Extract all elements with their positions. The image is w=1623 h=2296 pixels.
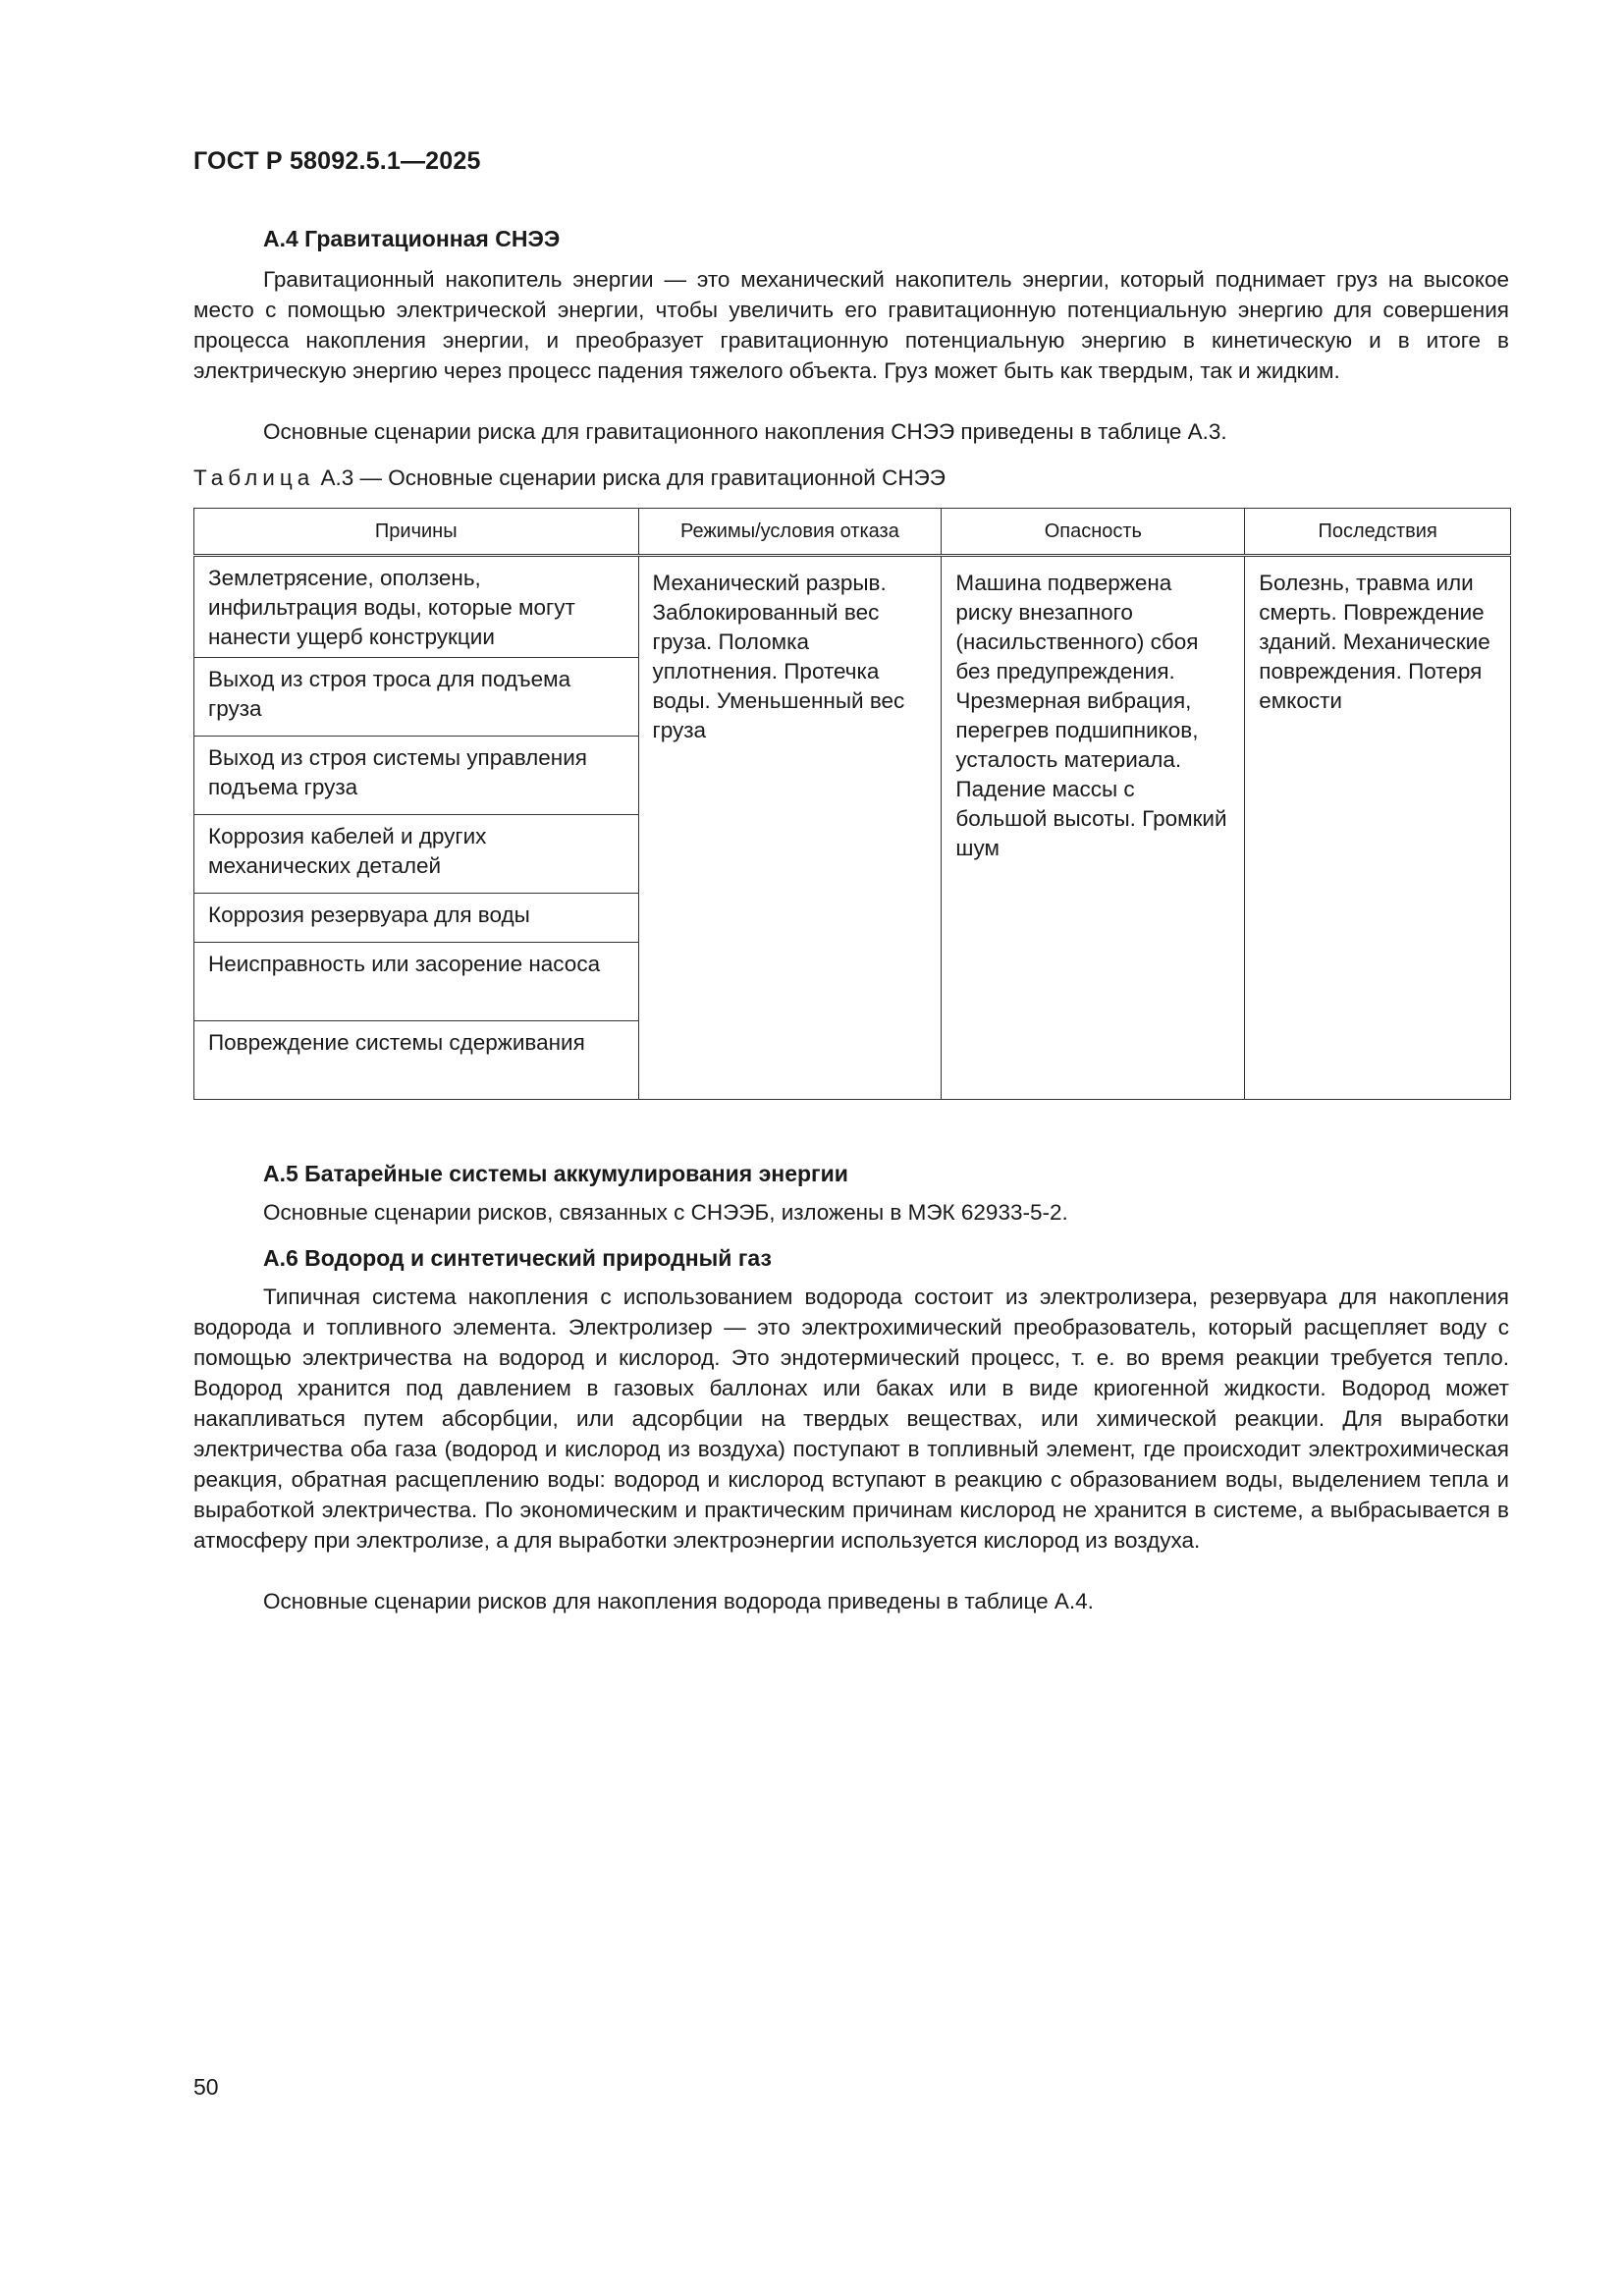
section-a5-title: А.5 Батарейные системы аккумулирования энергии xyxy=(263,1161,848,1186)
document-id-header: ГОСТ Р 58092.5.1—2025 xyxy=(193,147,481,175)
cause-cell: Выход из строя троса для подъема груза xyxy=(194,658,639,737)
header-hazard: Опасность xyxy=(942,509,1245,556)
table-a3-caption xyxy=(193,465,946,491)
header-consequences: Последствия xyxy=(1245,509,1511,556)
section-a6-paragraph-1: Типичная система накопления с использованием водорода состоит из электролизера, резервуара для накопления водорода и топливного элемента. Электролизер — это электрохимический преобразователь, который расщепляет воду с помощью электричества на водород и кислород. Это эндотермический процесс, т. е. во время реакции требуется тепло. Водород хранится под давлением в газовых баллонах или баках или в виде криогенной жидкости. Водород может накапливаться путем абсорбции, или адсорбции на твердых веществах, или химической реакции. Для выработки электричества оба газа (водород и кислород из воздуха) поступают в топливный элемент, где происходит электрохимическая реакция, обратная расщеплению воды: водород и кислород вступают в реакцию с образованием воды, выделением тепла и выработкой электричества. По экономическим и практическим причинам кислород не хранится в системе, а выбрасывается в атмосферу при электролизе, а для выработки электроэнергии используется кислород из воздуха. xyxy=(193,1285,1509,1553)
table-caption-text: А.3 — Основные сценарии риска для гравитационной СНЭЭ xyxy=(314,465,946,490)
cause-cell: Коррозия кабелей и других механических деталей xyxy=(194,815,639,894)
section-a6-title: А.6 Водород и синтетический природный газ xyxy=(263,1245,772,1271)
cause-cell: Землетрясение, оползень, инфильтрация воды, которые могут нанести ущерб конструкции xyxy=(194,556,639,658)
header-failure-modes: Режимы/условия отказа xyxy=(638,509,942,556)
header-causes: Причины xyxy=(194,509,639,556)
cause-cell: Выход из строя системы управления подъема груза xyxy=(194,737,639,815)
cause-cell: Коррозия резервуара для воды xyxy=(194,894,639,943)
table-caption-word: Таблица xyxy=(193,465,315,490)
section-a4-paragraph-1: Гравитационный накопитель энергии — это механический накопитель энергии, который поднимает груз на высокое место с помощью электрической энергии, чтобы увеличить его гравитационную потенциальную энергию для совершения процесса накопления энергии, и преобразует гравитационную потенциальную энергию в кинетическую и в итоге в электрическую энергию через процесс падения тяжелого объекта. Груз может быть как твердым, так и жидким. xyxy=(193,267,1509,383)
page-number: 50 xyxy=(193,2074,219,2100)
hazard-cell: Машина подвержена риску внезапного (насильственного) сбоя без предупреждения. Чрезмерная вибрация, перегрев подшипников, усталость материала. Падение массы с большой высоты. Громкий шум xyxy=(942,556,1245,1100)
risk-scenarios-table xyxy=(193,508,1511,1100)
failure-modes-cell: Механический разрыв. Заблокированный вес груза. Поломка уплотнения. Протечка воды. Уменьшенный вес груза xyxy=(638,556,942,1100)
cause-cell: Неисправность или засорение насоса xyxy=(194,943,639,1021)
consequences-cell: Болезнь, травма или смерть. Повреждение зданий. Механические повреждения. Потеря емкости xyxy=(1245,556,1511,1100)
section-a6-paragraph-2: Основные сценарии рисков для накопления водорода приведены в таблице А.4. xyxy=(263,1589,1094,1613)
section-a5-paragraph-1: Основные сценарии рисков, связанных с СНЭЭБ, изложены в МЭК 62933-5-2. xyxy=(263,1200,1068,1225)
section-a4-paragraph-2: Основные сценарии риска для гравитационного накопления СНЭЭ приведены в таблице А.3. xyxy=(263,419,1227,444)
table-header-row xyxy=(194,509,1511,556)
table-row xyxy=(194,556,1511,658)
section-a4-title: А.4 Гравитационная СНЭЭ xyxy=(263,226,561,251)
cause-cell: Повреждение системы сдерживания xyxy=(194,1021,639,1100)
